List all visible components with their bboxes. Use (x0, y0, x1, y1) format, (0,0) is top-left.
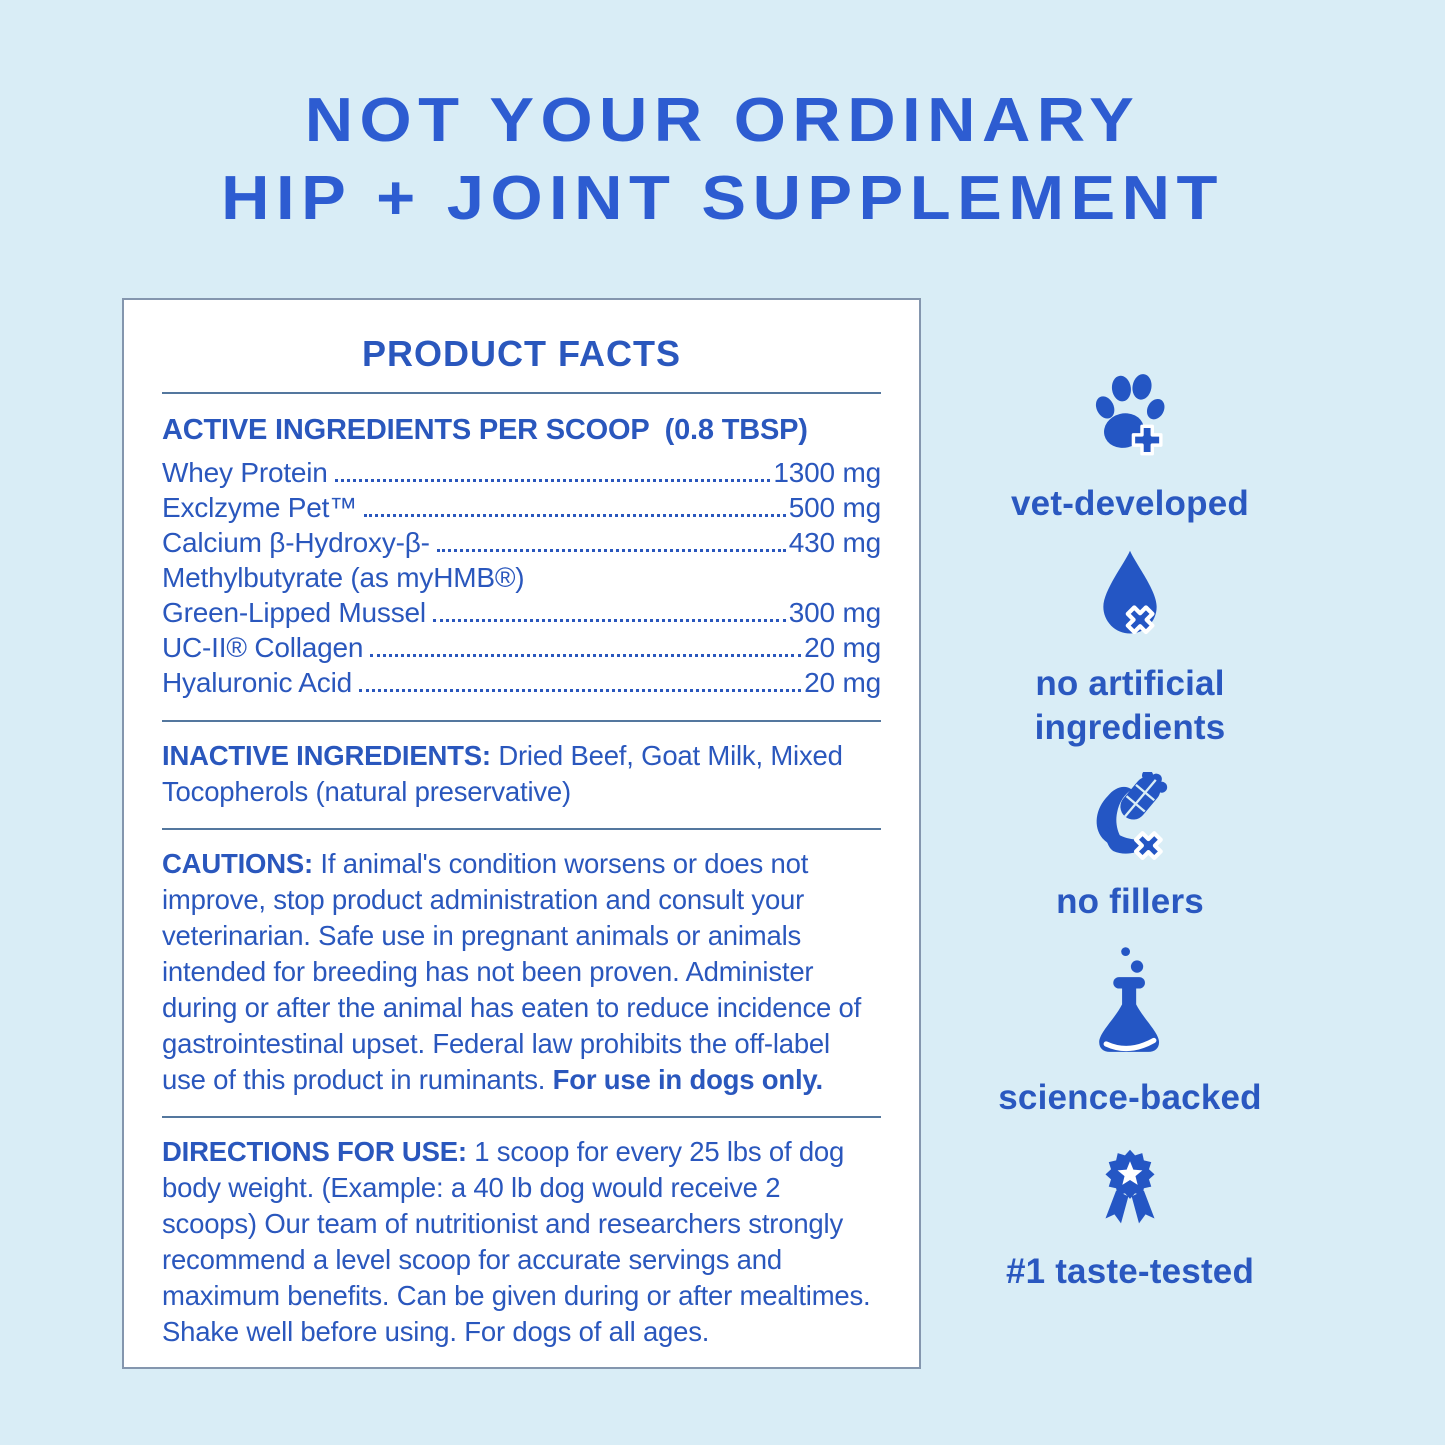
paw-plus-icon (1087, 368, 1173, 464)
inactive-ingredients-label: INACTIVE INGREDIENTS: (162, 740, 491, 771)
feature-label: #1 taste-tested (1005, 1252, 1255, 1291)
dot-leader (433, 619, 786, 622)
inactive-ingredients (162, 738, 881, 810)
cautions-label: CAUTIONS: (162, 848, 313, 879)
feature-label: vet-developed (1011, 484, 1249, 523)
directions-text: 1 scoop for every 25 lbs of dog body weight. (Example: a 40 lb dog would receive 2 scoops) Our team of nutritionist and researchers strongly recommend a level scoop for accurate servings and maximum benefits. Can be given during or after mealtimes. Shake well before using. For dogs of all ages. (162, 1136, 871, 1347)
award-ribbon-icon (1089, 1140, 1171, 1234)
directions-label: DIRECTIONS FOR USE: (162, 1136, 467, 1167)
feature-label: no fillers (1056, 882, 1204, 921)
feature-no-fillers (928, 772, 1332, 924)
page-title (0, 82, 1445, 238)
active-ingredients-heading: ACTIVE INGREDIENTS PER SCOOP (0.8 TBSP) (162, 414, 808, 446)
feature-label: science-backed (998, 1078, 1262, 1117)
title-line-1: NOT YOUR ORDINARY (304, 86, 1141, 155)
ingredient-amount: 20 mg (804, 667, 881, 698)
ingredient-amount: 430 mg (788, 527, 881, 558)
dot-leader (370, 654, 801, 657)
divider (162, 828, 881, 830)
ingredient-row (162, 595, 881, 630)
ingredient-amount: 1300 mg (773, 457, 881, 488)
divider (162, 392, 881, 394)
dot-leader (364, 514, 786, 517)
title-line-2: HIP + JOINT SUPPLEMENT (221, 164, 1224, 233)
dot-leader (359, 689, 801, 692)
divider (162, 1116, 881, 1118)
ingredient-name: Hyaluronic Acid (162, 667, 352, 698)
divider (162, 720, 881, 722)
ingredient-row (162, 525, 881, 560)
ingredient-row (162, 490, 881, 525)
ingredient-row (162, 630, 881, 665)
feature-vet-developed (928, 368, 1332, 526)
flask-icon (1086, 938, 1174, 1062)
feature-science-backed (928, 938, 1332, 1120)
corn-cross-icon (1084, 772, 1176, 864)
cautions-bold-note: For use in dogs only. (552, 1064, 823, 1095)
ingredient-name: Green-Lipped Mussel (162, 597, 426, 628)
active-ingredients-list (162, 455, 881, 700)
inactive-ingredients-text: Dried Beef, Goat Milk, Mixed Tocopherols (natural preservative) (162, 740, 843, 807)
dot-leader (437, 549, 786, 552)
feature-label: no artificial ingredients (1034, 664, 1226, 747)
ingredient-amount: 300 mg (788, 597, 881, 628)
ingredient-name: Whey Protein (162, 457, 328, 488)
ingredient-row (162, 665, 881, 700)
cautions-text: If animal's condition worsens or does not improve, stop product administration and consult your veterinarian. Safe use in pregnant animals or animals intended for breeding has not been proven. Administer during or after the animal has eaten to reduce incidence of gastrointestinal upset. Federal law prohibits the off-label use of this product in ruminants. (162, 848, 862, 1095)
dot-leader (335, 479, 771, 482)
ingredient-name: Exclzyme Pet™ (162, 492, 357, 523)
feature-no-artificial-ingredients (928, 548, 1332, 750)
cautions (162, 846, 881, 1098)
ingredient-row (162, 455, 881, 490)
product-facts-panel (122, 298, 921, 1369)
panel-heading: PRODUCT FACTS (362, 333, 681, 374)
ingredient-name-continued: Methylbutyrate (as myHMB®) (162, 562, 525, 593)
ingredient-name: UC-II® Collagen (162, 632, 364, 663)
feature-taste-tested (928, 1140, 1332, 1294)
ingredient-name: Calcium β-Hydroxy-β- (162, 527, 430, 558)
directions-for-use (162, 1134, 881, 1350)
ingredient-amount: 500 mg (788, 492, 881, 523)
ingredient-amount: 20 mg (804, 632, 881, 663)
droplet-cross-icon (1096, 548, 1164, 640)
